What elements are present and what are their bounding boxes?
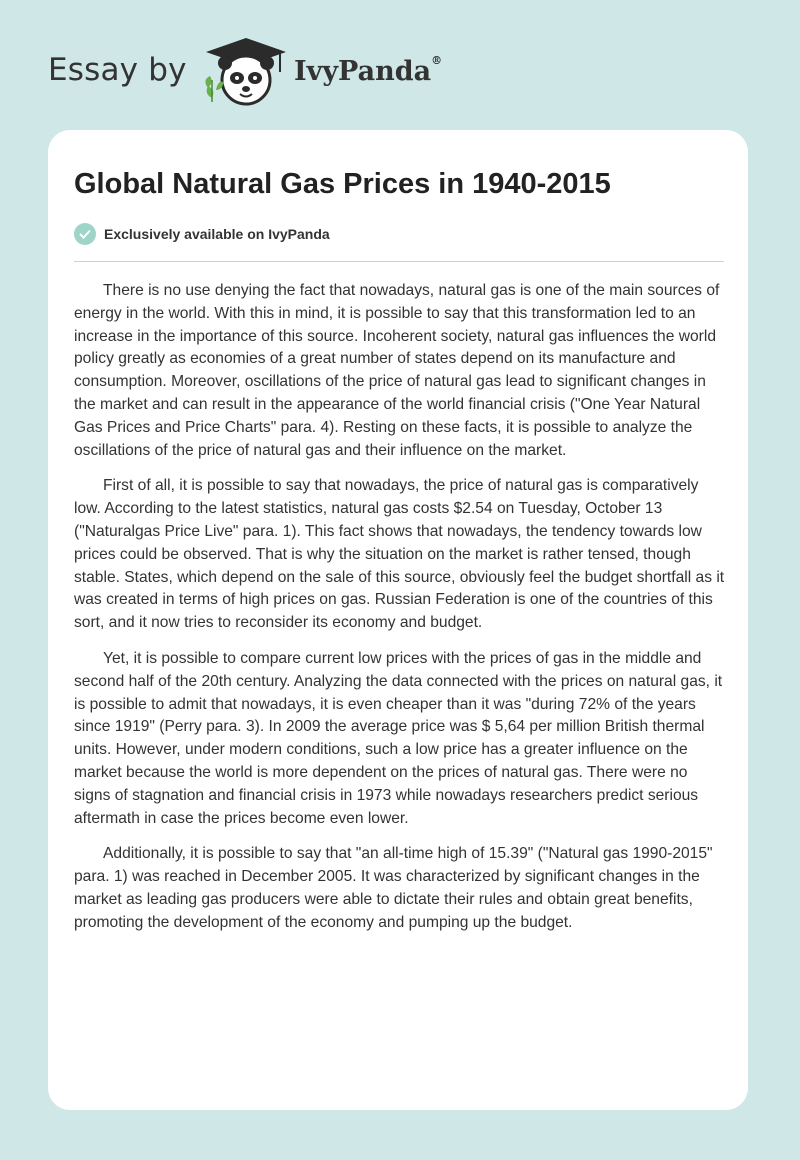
- article-body: [74, 280, 726, 948]
- brand-name[interactable]: IvyPanda®: [294, 54, 443, 87]
- check-icon: [74, 223, 96, 245]
- article-card: [48, 130, 748, 1110]
- exclusive-badge: [74, 221, 330, 247]
- page-title: Global Natural Gas Prices in 1940-2015: [74, 168, 611, 200]
- essay-by-label: Essay by: [48, 52, 187, 88]
- paragraph: First of all, it is possible to say that nowadays, the price of natural gas is comparatively low. According to the latest statistics, natural gas costs $2.54 on Tuesday, October 13 ("Naturalgas Price Live" para. 1). This fact shows that nowadays, the tendency towards low prices could be observed. That is why the situation on the market is rather tensed, though stable. States, which depend on the sale of this source, obviously feel the budget shortfall as it was created in terms of high prices on gas. Russian Federation is one of the countries of this sort, and it now tries to reconsider its economy and budget.: [74, 477, 725, 632]
- paragraph: There is no use denying the fact that nowadays, natural gas is one of the main sources of energy in the world. With this in mind, it is possible to say that this transformation led to an increase in the importance of this source. Incoherent society, natural gas influences the world policy greatly as economies of a great number of states depend on its manufacture and consumption. Moreover, oscillations of the price of natural gas lead to significant changes in the market and can result in the appearance of the world financial crisis ("One Year Natural Gas Prices and Price Charts" para. 4). Resting on these facts, it is possible to analyze the oscillations of the price of natural gas and their influence on the market.: [74, 282, 720, 459]
- site-header: [0, 0, 800, 130]
- paragraph: Additionally, it is possible to say that "an all-time high of 15.39" ("Natural gas 1990-2015" para. 1) was reached in December 2005. It was characterized by significant changes in the market as leading gas producers were able to dictate their rules and obtain great benefits, promoting the development of the economy and pumping up the budget.: [74, 845, 713, 931]
- divider: [74, 261, 724, 262]
- paragraph: Yet, it is possible to compare current low prices with the prices of gas in the middle and second half of the 20th century. Analyzing the data connected with the prices on natural gas, it is possible to admit that nowadays, it is even cheaper than it was "during 72% of the years since 1919" (Perry para. 3). In 2009 the average price was $ 5,64 per million British thermal units. However, under modern conditions, such a low price has a greater influence on the market because the world is more dependent on the prices of natural gas. There were no signs of stagnation and financial crisis in 1973 while nowadays researchers predict serious aftermath in case the prices become even lower.: [74, 649, 723, 827]
- panda-logo-icon[interactable]: [200, 36, 292, 108]
- registered-mark: ®: [431, 54, 443, 67]
- exclusive-label: Exclusively available on IvyPanda: [104, 226, 330, 242]
